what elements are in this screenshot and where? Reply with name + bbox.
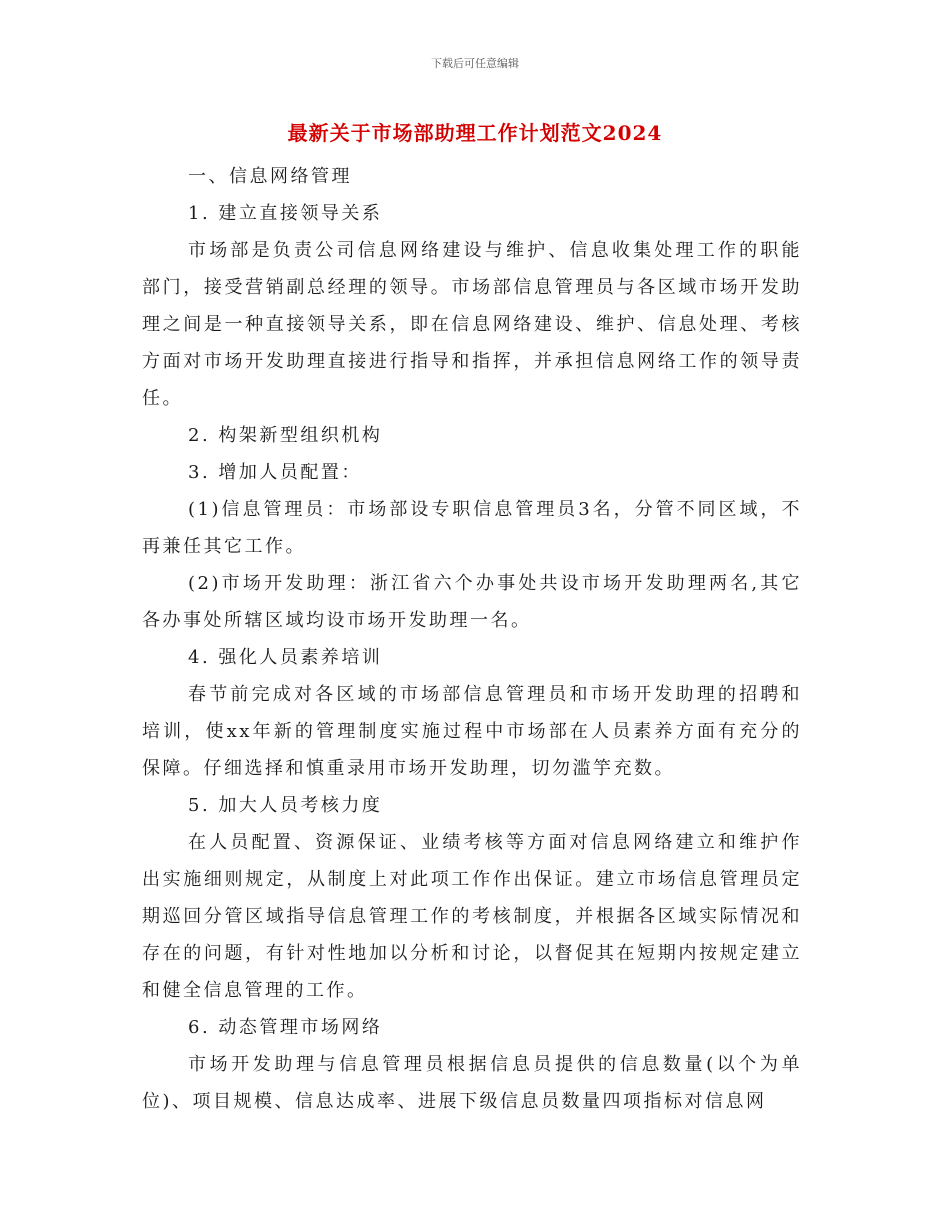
body-paragraph: 市场开发助理与信息管理员根据信息员提供的信息数量(以个为单位)、项目规模、信息达成率、进展下级信息员数量四项指标对信息网 — [142, 1054, 802, 1112]
item-heading: 6. 动态管理市场网络 — [188, 1017, 383, 1038]
body-paragraph: (2)市场开发助理：浙江省六个办事处共设市场开发助理两名,其它各办事处所辖区域均设市场开发助理一名。 — [142, 573, 802, 631]
section-heading: 一、信息网络管理 — [188, 166, 352, 187]
item-heading: 1. 建立直接领导关系 — [188, 203, 383, 224]
item-heading: 3. 增加人员配置： — [188, 462, 362, 483]
document-body — [142, 158, 802, 1120]
item-heading: 4. 强化人员素养培训 — [188, 647, 383, 668]
document-title: 最新关于市场部助理工作计划范文2024 — [287, 121, 663, 145]
item-heading: 5. 加大人员考核力度 — [188, 795, 383, 816]
body-paragraph: 春节前完成对各区域的市场部信息管理员和市场开发助理的招聘和培训，使xx年新的管理制度实施过程中市场部在人员素养方面有充分的保障。仔细选择和慎重录用市场开发助理，切勿滥竽充数。 — [142, 684, 802, 779]
body-paragraph: 市场部是负责公司信息网络建设与维护、信息收集处理工作的职能部门，接受营销副总经理的领导。市场部信息管理员与各区域市场开发助理之间是一种直接领导关系，即在信息网络建设、维护、信息处理、考核方面对市场开发助理直接进行指导和指挥，并承担信息网络工作的领导责任。 — [142, 240, 802, 409]
body-paragraph: 在人员配置、资源保证、业绩考核等方面对信息网络建立和维护作出实施细则规定，从制度上对此项工作作出保证。建立市场信息管理员定期巡回分管区域指导信息管理工作的考核制度，并根据各区域实际情况和存在的问题，有针对性地加以分析和讨论，以督促其在短期内按规定建立和健全信息管理的工作。 — [142, 832, 802, 1001]
item-heading: 2. 构架新型组织机构 — [188, 425, 383, 446]
body-paragraph: (1)信息管理员：市场部设专职信息管理员3名，分管不同区域，不再兼任其它工作。 — [142, 499, 802, 557]
header-note: 下载后可任意编辑 — [431, 57, 519, 70]
